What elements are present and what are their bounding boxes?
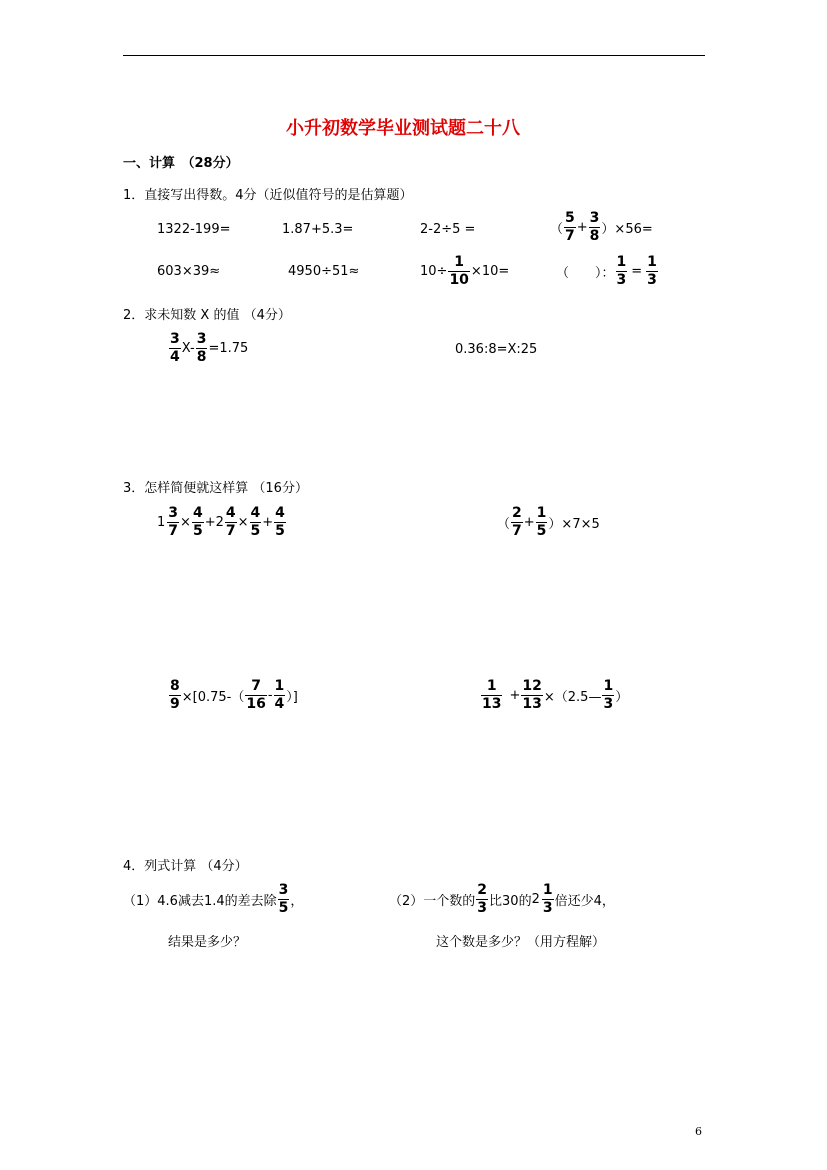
operator: + xyxy=(523,515,535,530)
fraction: $\frac{4}{7}$ xyxy=(225,505,236,539)
expr-text: ）×56= xyxy=(601,222,653,237)
fraction: $\frac{4}{5}$ xyxy=(192,505,203,539)
fraction: $\frac{8}{9}$ xyxy=(170,678,180,712)
fraction: $\frac{4}{5}$ xyxy=(275,505,285,539)
expr-text: ×10= xyxy=(470,264,510,279)
q1-item-4 xyxy=(550,211,653,244)
expr-text: =1.75 xyxy=(208,341,249,356)
expr-text: ）] xyxy=(286,690,298,705)
fraction: $\frac{1}{4}$ xyxy=(274,678,285,712)
expr-text: （2）一个数的 xyxy=(389,894,476,909)
q4-problem-1-question: 结果是多少？ xyxy=(168,935,247,950)
operator: × xyxy=(180,515,191,530)
fraction: $\frac{1}{3}$ xyxy=(603,678,614,712)
operator: × xyxy=(237,515,249,530)
q3-prompt: 3．怎样简便就这样算 （16分） xyxy=(123,481,308,496)
q4-problem-2-question: 这个数是多少？（用方程解） xyxy=(436,935,606,950)
whole-number: 1 xyxy=(157,515,166,530)
q1-item-2: 1.87+5.3= xyxy=(282,222,354,237)
fraction: $\frac{1}{3}$ xyxy=(647,254,657,288)
fraction: $\frac{1}{13}$ xyxy=(482,678,502,712)
q2-equation-2: 0.36:8=X:25 xyxy=(455,342,538,357)
q1-prompt: 1．直接写出得数。4分（近似值符号的是估算题） xyxy=(123,188,413,203)
q1-item-6: 4950÷51≈ xyxy=(288,264,360,279)
q4-prompt: 4．列式计算 （4分） xyxy=(123,859,248,874)
q1-item-8 xyxy=(556,255,659,288)
page-title: 小升初数学毕业测试题二十八 xyxy=(286,118,520,139)
operator: + xyxy=(576,220,588,235)
expr-text: X- xyxy=(181,341,195,356)
operator: - xyxy=(267,688,273,703)
fraction: $\frac{1}{3}$ xyxy=(616,254,627,288)
operator: = xyxy=(631,264,643,279)
page-number: 6 xyxy=(695,1125,702,1138)
operator: + xyxy=(509,688,521,703)
fraction: $\frac{3}{8}$ xyxy=(589,210,600,244)
q3-expression-3 xyxy=(168,679,298,712)
q3-expression-4 xyxy=(480,679,628,712)
expr-text: （ xyxy=(550,222,564,237)
expr-text: （ xyxy=(497,517,511,532)
expr-text: ， xyxy=(290,894,304,909)
q2-prompt: 2．求未知数 X 的值 （4分） xyxy=(123,308,291,323)
operator: +2 xyxy=(204,515,224,530)
fraction: $\frac{1}{5}$ xyxy=(536,505,547,539)
q1-item-7 xyxy=(420,255,509,288)
expr-text: ×[0.75-（ xyxy=(181,690,245,705)
fraction: $\frac{2}{7}$ xyxy=(512,505,522,539)
expr-text: 比30的 xyxy=(489,894,532,909)
fraction: $\frac{1}{10}$ xyxy=(449,254,469,288)
expr-text: ）×7×5 xyxy=(548,517,600,532)
fraction: $\frac{5}{7}$ xyxy=(565,210,575,244)
fraction: $\frac{3}{7}$ xyxy=(168,505,179,539)
expr-text: （1）4.6减去1.4的差去除 xyxy=(123,894,277,909)
expr-text: ×（2.5— xyxy=(543,690,602,705)
q3-expression-1 xyxy=(157,506,287,539)
q1-item-5: 603×39≈ xyxy=(157,264,221,279)
expr-text: 10÷ xyxy=(420,264,448,279)
expr-text: 倍还少4， xyxy=(554,894,615,909)
fraction: $\frac{3}{4}$ xyxy=(170,331,180,365)
q1-item-3: 2-2÷5 = xyxy=(420,222,476,237)
fraction: $\frac{1}{3}$ xyxy=(542,882,553,916)
header-rule xyxy=(123,55,705,56)
fraction: $\frac{3}{8}$ xyxy=(196,331,207,365)
whole-number: 2 xyxy=(531,892,540,907)
expr-text: （ ）： xyxy=(556,266,615,281)
q1-item-1: 1322-199= xyxy=(157,222,231,237)
expr-text: ） xyxy=(615,690,629,705)
fraction: $\frac{4}{5}$ xyxy=(250,505,261,539)
q4-problem-2 xyxy=(389,883,615,916)
fraction: $\frac{2}{3}$ xyxy=(477,882,488,916)
operator: + xyxy=(262,515,274,530)
q4-problem-1 xyxy=(123,883,303,916)
q3-expression-2 xyxy=(497,506,600,539)
section-heading: 一、计算 （28分） xyxy=(123,156,239,171)
fraction: $\frac{12}{13}$ xyxy=(522,678,542,712)
q2-equation-1 xyxy=(168,332,248,365)
fraction: $\frac{7}{16}$ xyxy=(246,678,266,712)
fraction: $\frac{3}{5}$ xyxy=(278,882,289,916)
